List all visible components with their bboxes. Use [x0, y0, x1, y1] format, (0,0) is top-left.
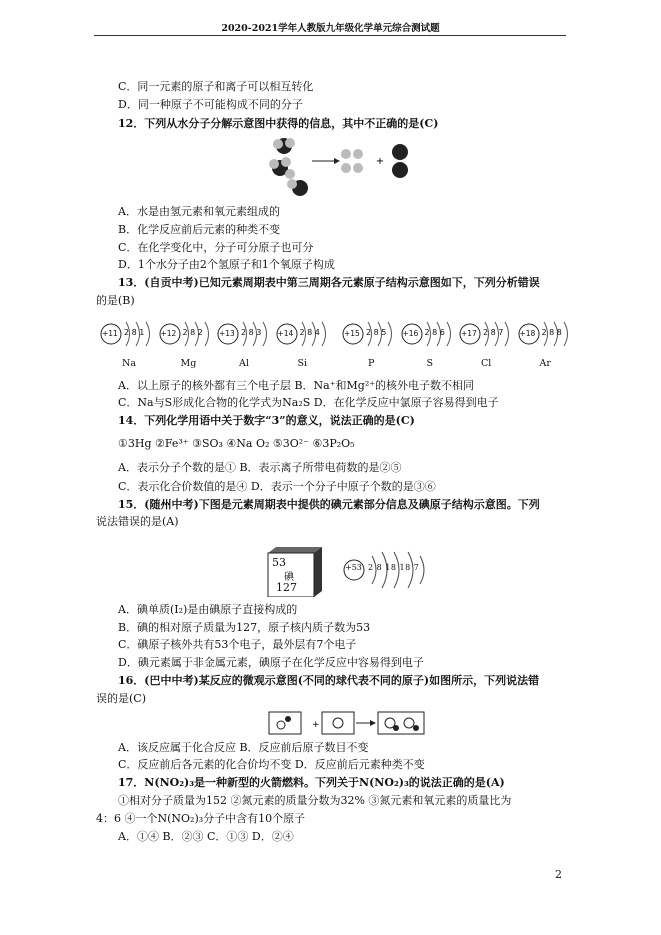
- option-c: C．同一元素的原子和离子可以相互转化: [118, 80, 314, 93]
- atom-electron-shells: 2 8 3: [241, 328, 262, 337]
- question-15: 15．(随州中考)下图是元素周期表中提供的碘元素部分信息及碘原子结构示意图。下列: [118, 498, 540, 511]
- atom-electron-shells: 2 8 5: [366, 328, 387, 337]
- q16-options-ab: A．该反应属于化合反应 B．反应前后原子数目不变: [118, 741, 369, 754]
- q15-option-d: D．碘元素属于非金属元素，碘原子在化学反应中容易得到电子: [118, 656, 424, 669]
- atom-symbol: Si: [297, 358, 308, 369]
- atom-diagram-si: [276, 318, 332, 372]
- atom-electron-shells: 2 8 6: [424, 328, 445, 337]
- iodine-shells: 2 8 18 18 7: [368, 563, 420, 572]
- atom-electron-shells: 2 8 7: [483, 328, 504, 337]
- q12-option-c: C．在化学变化中，分子可分原子也可分: [118, 241, 314, 254]
- q13-options-cd: C．Na与S形成化合物的化学式为Na₂S D．在化学反应中氯原子容易得到电子: [118, 396, 499, 409]
- svg-text:+: +: [312, 720, 320, 730]
- atom-symbol: Ar: [539, 358, 551, 369]
- atom-diagram-cl: [459, 318, 515, 372]
- reaction-micro-diagram: [268, 710, 428, 736]
- atom-nucleus-charge: +11: [102, 329, 118, 338]
- atom-nucleus-charge: +18: [519, 329, 536, 338]
- question-16-cont: 误的是(C): [96, 692, 146, 705]
- water-decomposition-figure: [262, 134, 422, 200]
- question-12: 12．下列从水分子分解示意图中获得的信息，其中不正确的是(C): [118, 117, 439, 130]
- q12-option-d: D．1个水分子由2个氢原子和1个氧原子构成: [118, 258, 335, 271]
- atom-symbol: Na: [122, 358, 136, 369]
- question-13-cont: 的是(B): [96, 294, 135, 307]
- q17-statements-1: ①相对分子质量为152 ②氮元素的质量分数为32% ③氮元素和氧元素的质量比为: [118, 794, 512, 807]
- question-14: 14．下列化学用语中关于数字“3”的意义，说法正确的是(C): [118, 414, 415, 427]
- atom-nucleus-charge: +12: [160, 329, 177, 338]
- atom-diagram-al: [217, 318, 273, 372]
- iodine-atomic-number: 53: [272, 556, 286, 569]
- atom-diagram-mg: [159, 318, 215, 372]
- q17-options: A．①④ B．②③ C．①③ D．②④: [118, 830, 294, 843]
- atom-structure-row: [100, 318, 570, 372]
- q14-items: ①3Hg ②Fe³⁺ ③SO₃ ④Na O₂ ⑤3O²⁻ ⑥3P₂O₅: [118, 437, 355, 450]
- q16-options-cd: C．反应前后各元素的化合价均不变 D．反应前后元素种类不变: [118, 758, 425, 771]
- atom-nucleus-charge: +15: [344, 329, 360, 338]
- atom-nucleus-charge: +17: [461, 329, 477, 338]
- iodine-mass: 127: [276, 581, 297, 594]
- svg-text:+: +: [375, 156, 385, 167]
- atom-diagram-na: [100, 318, 156, 372]
- question-15-cont: 说法错误的是(A): [96, 515, 179, 528]
- q14-options-cd: C．表示化合价数值的是④ D．表示一个分子中原子个数的是③⑥: [118, 480, 436, 493]
- atom-symbol: S: [426, 358, 434, 369]
- option-d: D．同一种原子不可能构成不同的分子: [118, 98, 303, 111]
- q14-options-ab: A．表示分子个数的是① B．表示离子所带电荷数的是②⑤: [118, 461, 402, 474]
- q15-option-b: B．碘的相对原子质量为127，原子核内质子数为53: [118, 621, 371, 634]
- q12-option-a: A．水是由氢元素和氧元素组成的: [118, 205, 280, 218]
- atom-diagram-s: [401, 318, 457, 372]
- q17-statements-2: 4：6 ④一个N(NO₂)₃分子中含有10个原子: [96, 812, 306, 825]
- q13-options-ab: A．以上原子的核外都有三个电子层 B．Na⁺和Mg²⁺的核外电子数不相同: [118, 379, 475, 392]
- atom-symbol: P: [368, 358, 375, 369]
- question-16: 16．(巴中中考)某反应的微观示意图(不同的球代表不同的原子)如图所示，下列说法错: [118, 674, 540, 687]
- atom-electron-shells: 2 8 1: [124, 328, 145, 337]
- iodine-core: +53: [345, 563, 362, 572]
- atom-nucleus-charge: +16: [402, 329, 419, 338]
- page-number: 2: [555, 868, 562, 881]
- atom-symbol: Al: [239, 358, 249, 369]
- question-17: 17．N(NO₂)₃是一种新型的火箭燃料。下列关于N(NO₂)₃的说法正确的是(A): [118, 776, 505, 789]
- atom-nucleus-charge: +14: [277, 329, 294, 338]
- iodine-name: 碘: [284, 572, 294, 583]
- q15-option-c: C．碘原子核外共有53个电子，最外层有7个电子: [118, 638, 357, 651]
- atom-electron-shells: 2 8 8: [541, 328, 562, 337]
- atom-symbol: Cl: [481, 358, 492, 369]
- header-rule: [94, 35, 566, 36]
- atom-electron-shells: 2 8 2: [182, 328, 203, 337]
- atom-nucleus-charge: +13: [219, 329, 235, 338]
- atom-diagram-ar: [518, 318, 574, 372]
- atom-diagram-p: [342, 318, 398, 372]
- atom-electron-shells: 2 8 4: [299, 328, 320, 337]
- page-header: 2020-2021学年人教版九年级化学单元综合测试题: [221, 23, 440, 34]
- q12-option-b: B．化学反应前后元素的种类不变: [118, 223, 281, 236]
- question-13: 13．(自贡中考)已知元素周期表中第三周期各元素原子结构示意图如下，下列分析错误: [118, 276, 540, 289]
- atom-symbol: Mg: [180, 358, 197, 369]
- q15-option-a: A．碘单质(I₂)是由碘原子直接构成的: [118, 603, 298, 616]
